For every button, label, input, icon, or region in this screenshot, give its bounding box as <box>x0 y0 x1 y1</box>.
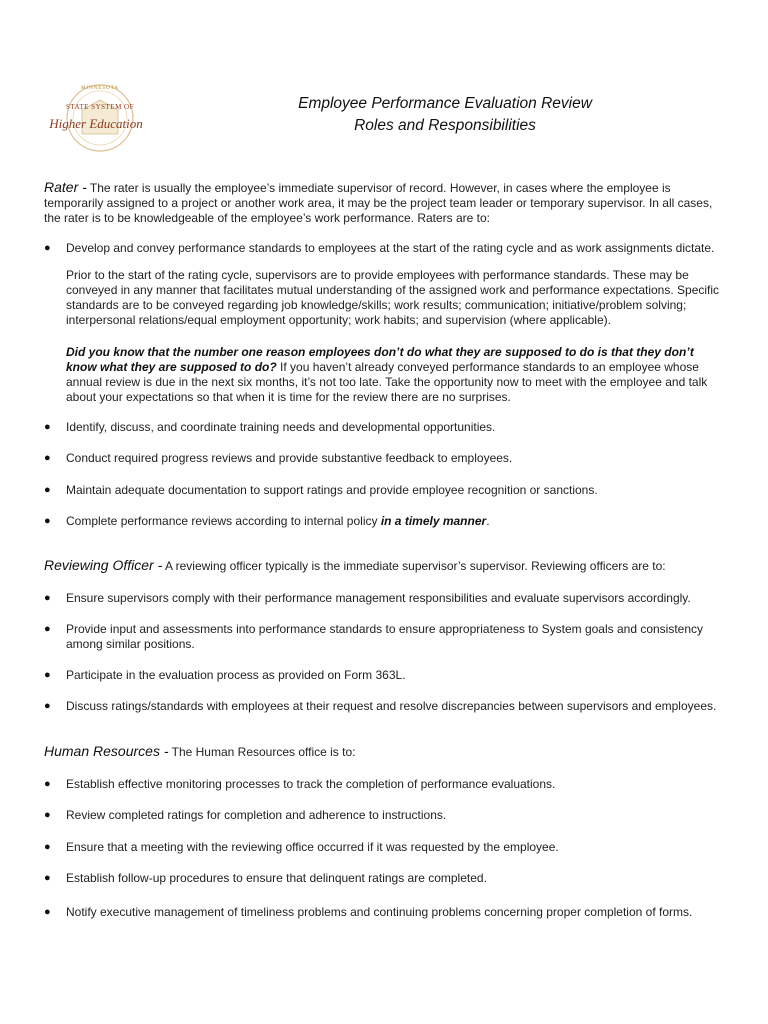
bullet-marker: ● <box>44 421 51 433</box>
rater-bullet-5-text: Complete performance reviews according to internal policy <box>66 514 381 528</box>
reviewing-bullet-4: Discuss ratings/standards with employees at their request and resolve discrepancies between supervisors and employees. <box>66 699 717 713</box>
rater-bullet-1: Develop and convey performance standards to employees at the start of the rating cycle and as work assignments dictate. <box>66 241 715 255</box>
hr-bullet-2: Review completed ratings for completion and adherence to instructions. <box>66 808 447 822</box>
rater-bullet-4: Maintain adequate documentation to support ratings and provide employee recognition or sanctions. <box>66 483 598 497</box>
logo-line1: STATE SYSTEM OF <box>65 103 135 111</box>
reviewing-intro <box>44 558 724 574</box>
hr-intro-text: The Human Resources office is to: <box>168 745 356 759</box>
bullet-marker: ● <box>44 778 51 790</box>
bullet-marker: ● <box>44 906 51 918</box>
bullet-marker: ● <box>44 872 51 884</box>
bullet-marker: ● <box>44 242 51 254</box>
logo-ring-text: MINNESOTA <box>80 86 120 91</box>
bullet-marker: ● <box>44 484 51 496</box>
state-system-logo <box>38 82 156 154</box>
bullet-marker: ● <box>44 841 51 853</box>
bullet-marker: ● <box>44 452 51 464</box>
document-subtitle: Roles and Responsibilities <box>354 117 536 134</box>
hr-intro <box>44 744 724 760</box>
bullet-marker: ● <box>44 700 51 712</box>
did-you-know-text: If you haven’t already conveyed performance standards to an employee whose annual review is due in the next six months, it’s not too late. Take the opportunity now to meet with the employee and talk about your expectations so that when it is time for the review there are no surprises. <box>66 360 708 404</box>
logo-line2: Higher Education <box>49 116 143 131</box>
bullet-marker: ● <box>44 515 51 527</box>
reviewing-intro-text: A reviewing officer typically is the immediate supervisor’s supervisor. Reviewing officers are to: <box>162 559 666 573</box>
rater-heading: Rater - <box>44 179 87 195</box>
reviewing-bullet-2: Provide input and assessments into performance standards to ensure appropriateness to System goals and consistency among similar positions. <box>66 622 704 651</box>
did-you-know-question: Did you know that the number one reason employees don’t do what they are supposed to do is that they don’t know what they are supposed to do? <box>66 345 694 374</box>
document-title: Employee Performance Evaluation Review <box>298 95 592 112</box>
rater-intro-text: The rater is usually the employee’s immediate supervisor of record. However, in cases where the employee is temporarily assigned to a project or another work area, it may be the project team leader or temporary supervisor. In all cases, the rater is to be knowledgeable of the employee’s work performance. Raters are to: <box>44 181 713 225</box>
bullet-marker: ● <box>44 623 51 635</box>
rater-bullet-3: Conduct required progress reviews and provide substantive feedback to employees. <box>66 451 513 465</box>
hr-bullet-3: Ensure that a meeting with the reviewing office occurred if it was requested by the employee. <box>66 840 559 854</box>
hr-bullet-4: Establish follow-up procedures to ensure that delinquent ratings are completed. <box>66 871 487 885</box>
rater-intro <box>44 180 724 226</box>
hr-heading: Human Resources - <box>44 743 169 759</box>
hr-bullet-1: Establish effective monitoring processes to track the completion of performance evaluations. <box>66 777 556 791</box>
reviewing-bullet-3: Participate in the evaluation process as provided on Form 363L. <box>66 668 406 682</box>
rater-bullet-5 <box>66 514 726 529</box>
reviewing-bullet-1: Ensure supervisors comply with their performance management responsibilities and evaluate supervisors accordingly. <box>66 591 691 605</box>
hr-bullet-5: Notify executive management of timeliness problems and continuing problems concerning proper completion of forms. <box>66 905 693 919</box>
reviewing-heading: Reviewing Officer - <box>44 557 163 573</box>
rater-standards-paragraph: Prior to the start of the rating cycle, supervisors are to provide employees with performance standards. These may be conveyed in any manner that facilitates mutual understanding of the assigned work and performance expectations. Specific standards are to be conveyed regarding job knowledge/skills; work results; communication; initiative/problem solving; interpersonal relations/equal employment opportunity; work habits; and supervision (where applicable). <box>66 268 720 327</box>
rater-did-you-know <box>66 345 726 405</box>
bullet-marker: ● <box>44 592 51 604</box>
bullet-marker: ● <box>44 809 51 821</box>
bullet-marker: ● <box>44 669 51 681</box>
rater-bullet-2: Identify, discuss, and coordinate training needs and developmental opportunities. <box>66 420 496 434</box>
rater-bullet-5-emphasis: in a timely manner <box>380 514 487 528</box>
rater-bullet-5-end: . <box>486 514 490 528</box>
